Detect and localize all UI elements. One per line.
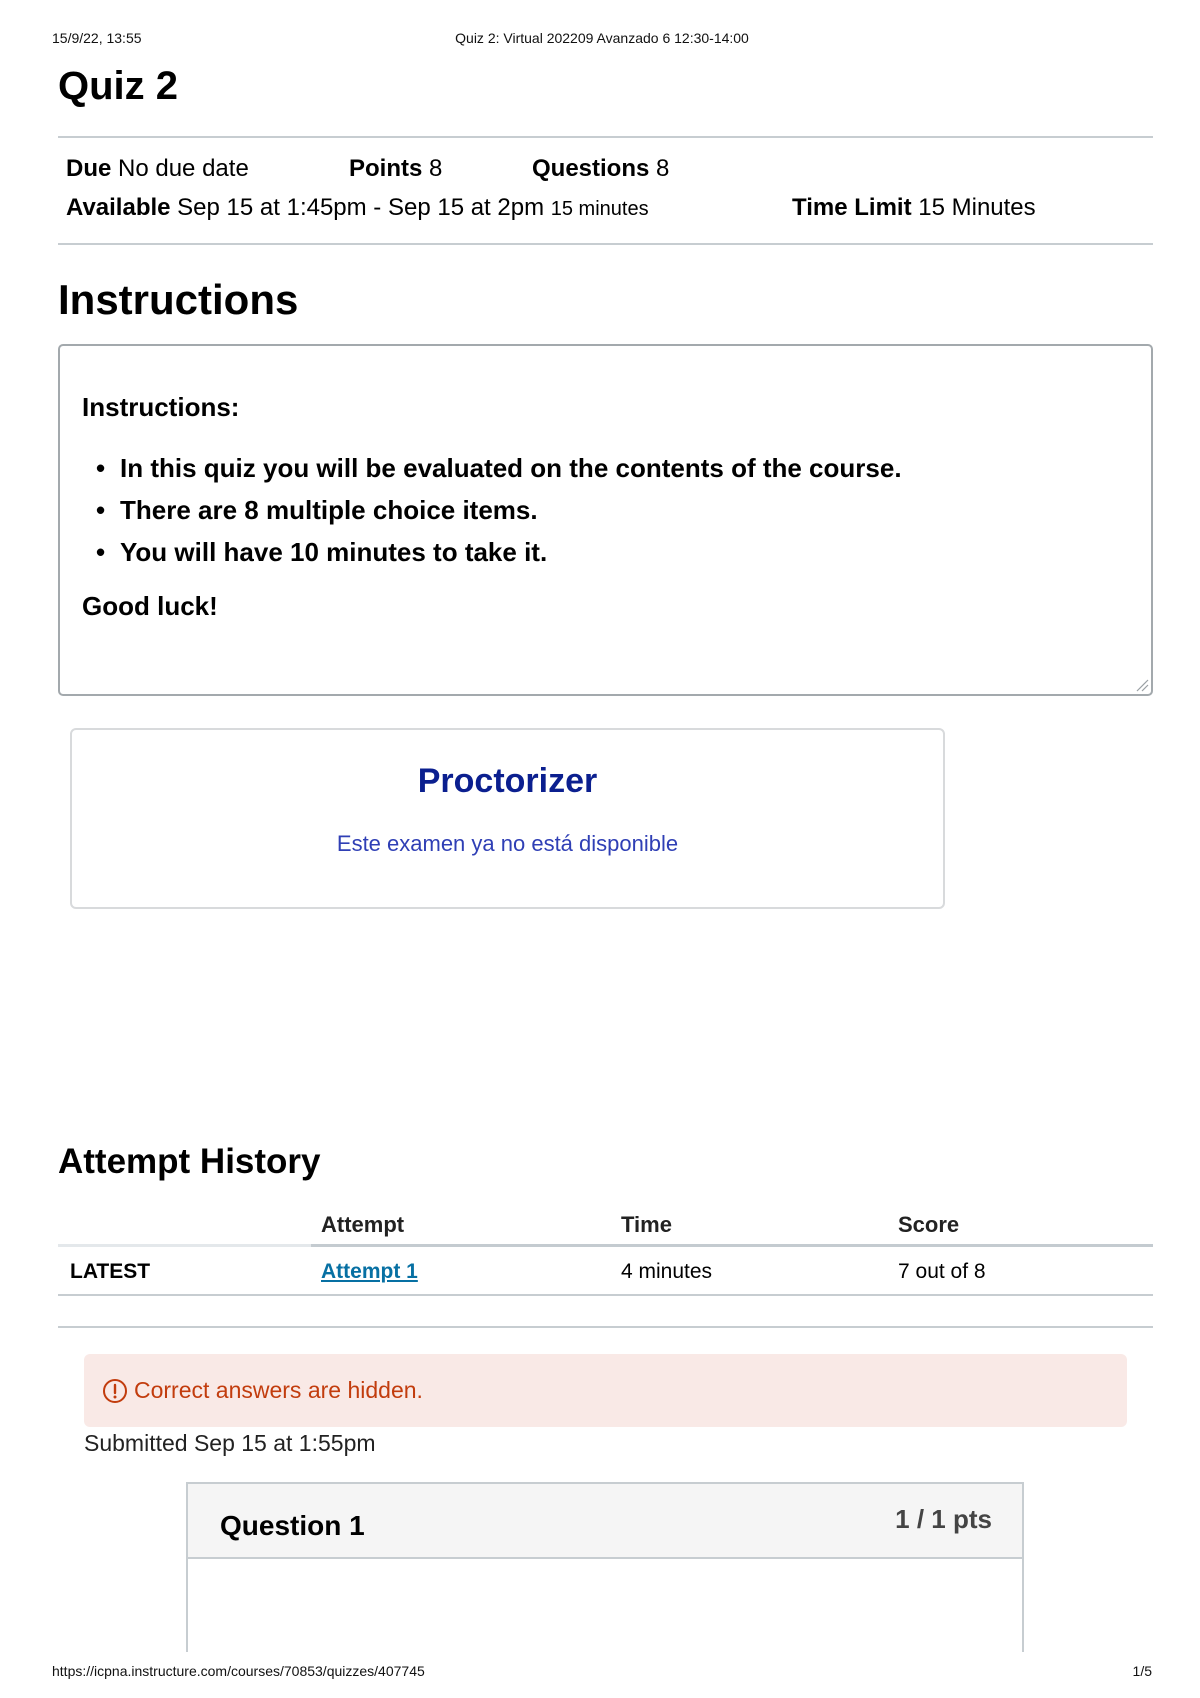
available-value: Sep 15 at 1:45pm - Sep 15 at 2pm <box>177 194 545 221</box>
time-limit-detail <box>792 194 1036 222</box>
due-detail <box>66 155 249 183</box>
instructions-box-title: Instructions: <box>82 392 240 422</box>
instructions-closing: Good luck! <box>82 591 218 621</box>
proctorizer-message: Este examen ya no está disponible <box>336 831 679 856</box>
attempt-score: 7 out of 8 <box>898 1260 986 1283</box>
column-header-attempt: Attempt <box>321 1212 405 1237</box>
time-limit-label: Time Limit <box>792 194 912 221</box>
question-points: 1 / 1 pts <box>895 1504 992 1534</box>
bullet-icon: • <box>96 453 106 483</box>
print-datetime: 15/9/22, 13:55 <box>52 30 142 46</box>
attempt-1-link[interactable]: Attempt 1 <box>321 1260 418 1283</box>
available-duration: 15 minutes <box>550 198 649 220</box>
correct-answers-hidden-alert <box>84 1354 1127 1427</box>
attempt-time: 4 minutes <box>621 1260 713 1283</box>
questions-detail <box>532 155 669 183</box>
column-header-time: Time <box>621 1212 672 1237</box>
instructions-heading: Instructions <box>58 276 299 323</box>
points-detail <box>349 155 442 183</box>
points-label: Points <box>349 155 423 182</box>
table-header <box>58 1206 1153 1246</box>
proctorizer-title: Proctorizer <box>417 762 598 800</box>
divider <box>58 243 1153 245</box>
list-item <box>96 531 1129 573</box>
warning-circle-icon <box>102 1378 128 1404</box>
question-header <box>188 1484 1022 1559</box>
list-item-text: You will have 10 minutes to take it. <box>120 537 548 567</box>
alert-text: Correct answers are hidden. <box>134 1377 423 1403</box>
instructions-list <box>82 447 1129 573</box>
print-page-title: Quiz 2: Virtual 202209 Avanzado 6 12:30-14:00 <box>455 30 749 46</box>
latest-label: LATEST <box>70 1260 151 1283</box>
question-title: Question 1 <box>220 1510 365 1541</box>
print-page-number: 1/5 <box>1132 1663 1152 1679</box>
available-label: Available <box>66 194 171 221</box>
list-item <box>96 447 1129 489</box>
proctorizer-panel <box>70 728 945 909</box>
list-item <box>96 489 1129 531</box>
divider <box>58 136 1153 138</box>
due-label: Due <box>66 155 112 182</box>
divider <box>58 1326 1153 1328</box>
attempt-history-table <box>58 1206 1153 1296</box>
page-title: Quiz 2 <box>58 64 179 108</box>
list-item-text: In this quiz you will be evaluated on the contents of the course. <box>120 453 902 483</box>
resize-handle-icon[interactable] <box>1135 678 1149 692</box>
print-url: https://icpna.instructure.com/courses/70853/quizzes/407745 <box>52 1663 425 1679</box>
bullet-icon: • <box>96 495 106 525</box>
print-header <box>52 30 1152 48</box>
questions-value: 8 <box>656 155 670 182</box>
question-card <box>186 1482 1024 1652</box>
due-value: No due date <box>118 155 249 182</box>
table-row <box>58 1246 1153 1296</box>
submitted-timestamp: Submitted Sep 15 at 1:55pm <box>84 1430 376 1456</box>
bullet-icon: • <box>96 537 106 567</box>
points-value: 8 <box>429 155 443 182</box>
questions-label: Questions <box>532 155 650 182</box>
instructions-box <box>58 344 1153 696</box>
attempt-history-heading: Attempt History <box>58 1142 321 1181</box>
column-header-score: Score <box>898 1212 960 1237</box>
print-footer <box>52 1663 1152 1679</box>
list-item-text: There are 8 multiple choice items. <box>120 495 538 525</box>
time-limit-value: 15 Minutes <box>918 194 1036 221</box>
available-detail <box>66 194 649 222</box>
